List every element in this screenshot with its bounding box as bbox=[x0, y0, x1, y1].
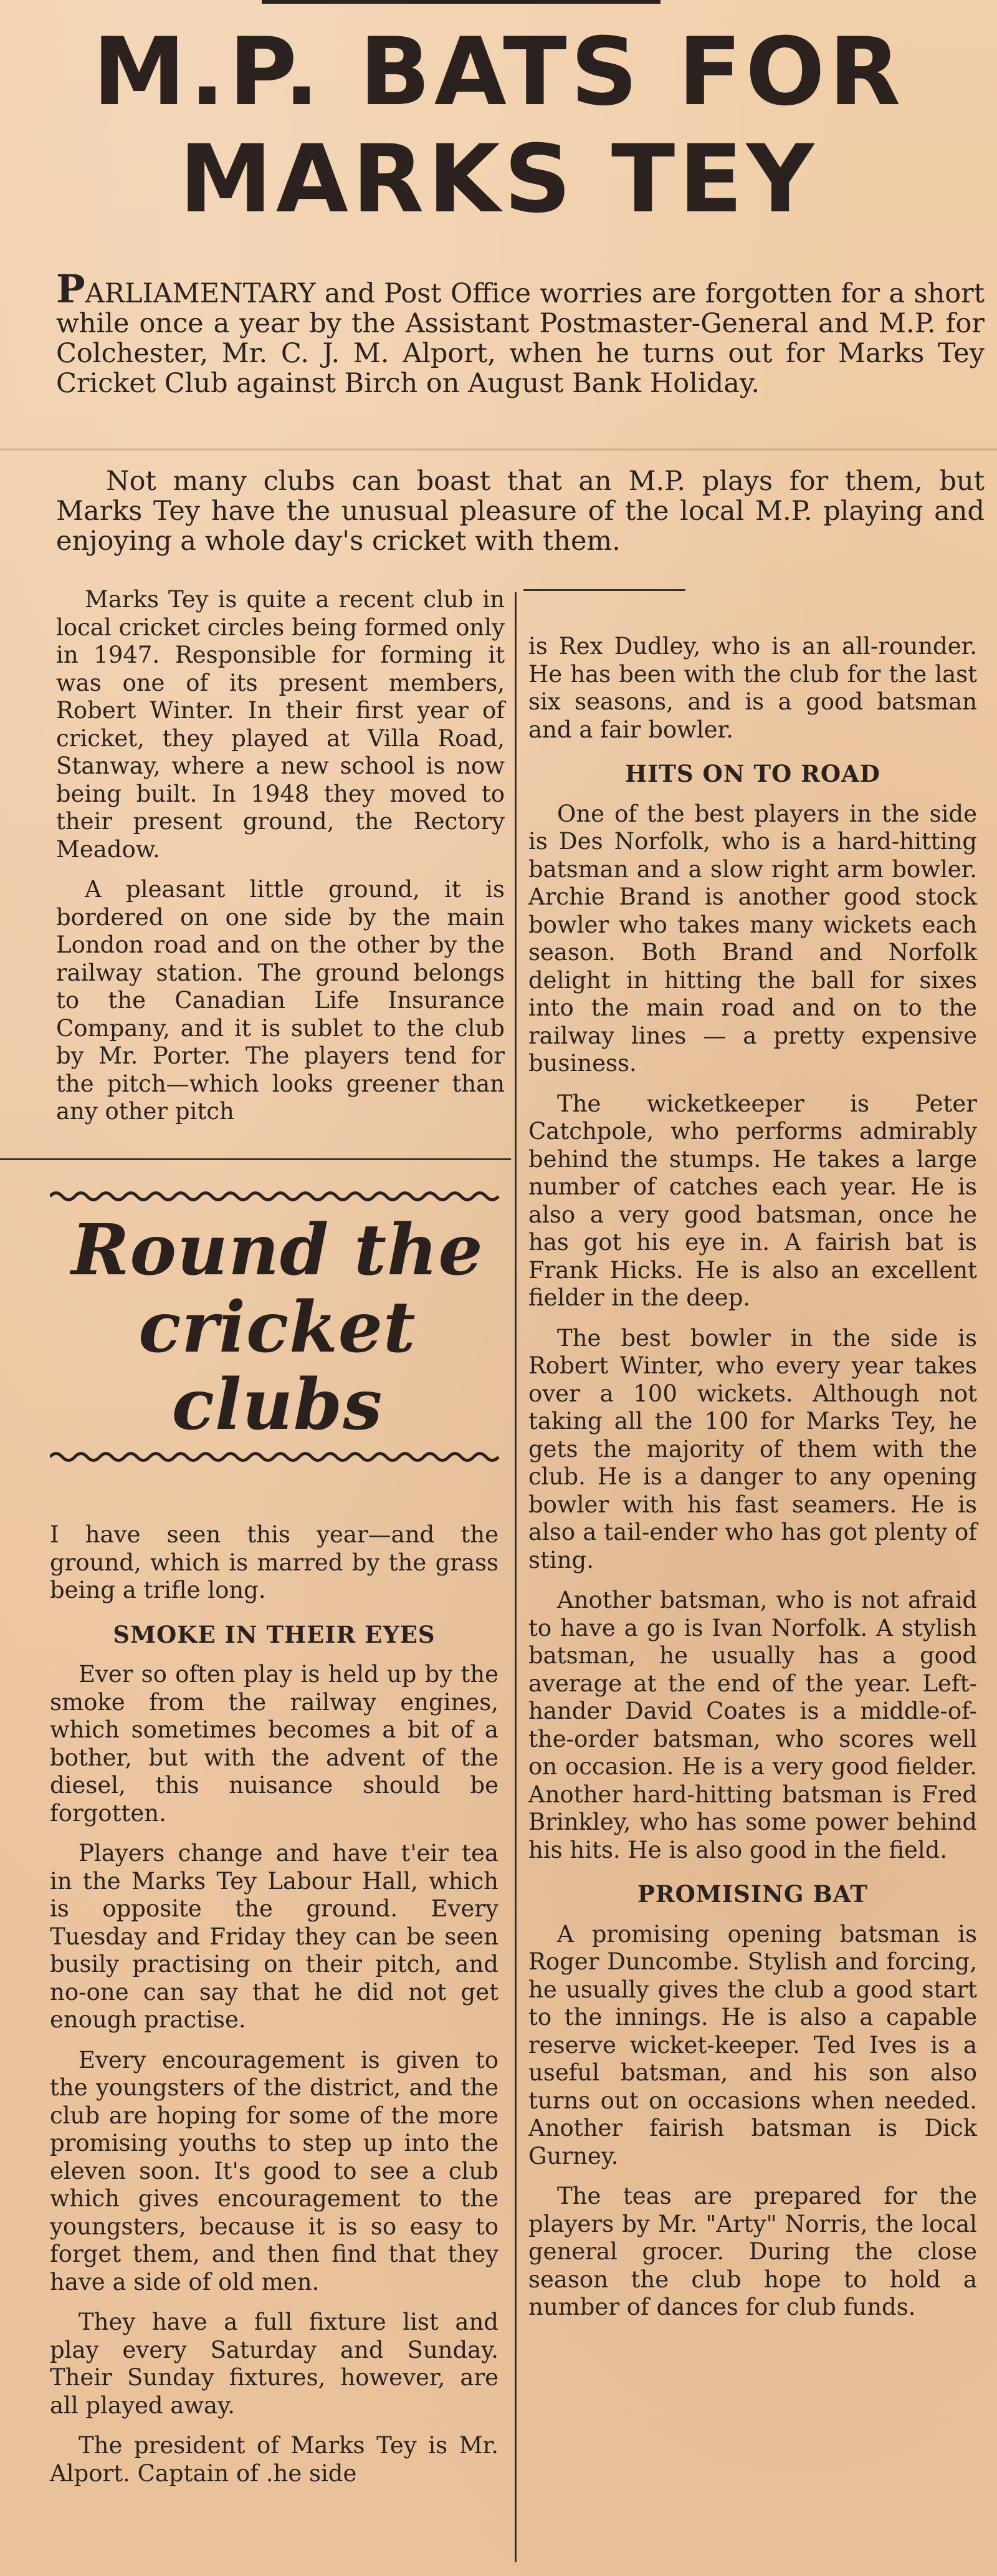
body-paragraph: The teas are prepared for the players by Mr. "Arty" Norris, the local general grocer. During the close season the club hope to hold a number of dances for club funds. bbox=[528, 2183, 977, 2320]
drop-cap: P bbox=[56, 266, 85, 312]
wavy-rule-top bbox=[50, 1189, 505, 1203]
right-column bbox=[528, 633, 977, 2334]
body-paragraph: Every encouragement is given to the youngsters of the district, and the club are hoping for some of the more promising youths to step up into the eleven soon. It's good to see a club which gives encouragement to the youngsters, because it is so easy to forget them, and then find that they have a side of old men. bbox=[50, 2046, 499, 2295]
body-paragraph: The wicketkeeper is Peter Catchpole, who performs admirably behind the stumps. He takes a large number of catches each year. He is also a very good batsman, once he has got his eye in. A fairish bat is Frank Hicks. He is also an excellent fielder in the deep. bbox=[528, 1090, 977, 1311]
body-paragraph: Marks Tey is quite a recent club in local cricket circles being formed only in 1947. Responsible for forming it was one of its present members, Robert Winter. In their first year of cricket, they played at Villa Road, Stanway, where a new school is now being built. In 1948 they moved to their present ground, the Rectory Meadow. bbox=[56, 586, 505, 863]
body-paragraph: A promising opening batsman is Roger Duncombe. Stylish and forcing, he usually gives the club a good start to the innings. He is also a capable reserve wicket-keeper. Ted Ives is a useful batsman, and his son also turns out on occasions when needed. Another fairish batsman is Dick Gurney. bbox=[528, 1920, 977, 2170]
headline-line-2: MARKS TEY bbox=[179, 125, 818, 234]
body-paragraph: Another batsman, who is not afraid to have a go is Ivan Norfolk. A stylish batsman, he usually has a good average at the end of the year. Left-hander David Coates is a middle-of-the-order batsman, who scores well on occasion. He is a very good fielder. Another hard-hitting batsman is Fred Brinkley, who has some power behind his hits. He is also good in the field. bbox=[528, 1587, 977, 1863]
feature-title-line-2: cricket bbox=[138, 1287, 416, 1368]
subhead-promising-bat: PROMISING BAT bbox=[637, 1880, 868, 1908]
intro-paragraph-1 bbox=[56, 266, 985, 399]
intro-text-1: ARLIAMENTARY and Post Office worries are forgotten for a short while once a year by the Assistant Postmaster-General and M.P. for Colchester, Mr. C. J. M. Alport, when he turns out for Marks Tey Cricket Club against Birch on August Bank Holiday. bbox=[56, 278, 985, 399]
wavy-rule-bottom bbox=[50, 1450, 505, 1464]
body-paragraph: They have a full fixture list and play every Saturday and Sunday. Their Sunday fixtures, however, are all played away. bbox=[50, 2309, 499, 2419]
section-rule bbox=[0, 1158, 511, 1160]
column-divider bbox=[515, 592, 517, 2562]
left-column-top bbox=[56, 586, 505, 1138]
headline-line-1: M.P. BATS FOR bbox=[92, 18, 905, 127]
body-paragraph: One of the best players in the side is Des Norfolk, who is a hard-hitting batsman and a slow right arm bowler. Archie Brand is another good stock bowler who takes many wickets each season. Both Brand and Norfolk delight in hitting the ball for sixes into the main road and on to the railway lines — a pretty expensive business. bbox=[528, 800, 977, 1077]
body-paragraph: The best bowler in the side is Robert Winter, who every year takes over a 100 wickets. Although not taking all the 100 for Marks Tey, he gets the majority of them with the club. He is a danger to any opening bowler with his fast seamers. He is also a tail-ender who has got plenty of sting. bbox=[528, 1324, 977, 1574]
subhead-smoke-in-their-eyes: SMOKE IN THEIR EYES bbox=[113, 1620, 436, 1648]
intro-paragraph-2: Not many clubs can boast that an M.P. plays for them, but Marks Tey have the unusual pleasure of the local M.P. playing and enjoying a whole day's cricket with them. bbox=[56, 466, 985, 557]
continued-paragraph: I have seen this year—and the ground, which is marred by the grass being a trifle long. bbox=[50, 1521, 499, 1603]
top-rule bbox=[262, 0, 661, 4]
body-paragraph: The president of Marks Tey is Mr. Alport. Captain of .he side bbox=[50, 2432, 499, 2487]
left-column-bottom bbox=[50, 1521, 499, 2500]
headline bbox=[19, 19, 978, 233]
subhead-hits-on-to-road: HITS ON TO ROAD bbox=[625, 760, 880, 787]
fold-crease bbox=[0, 448, 997, 451]
round-the-cricket-clubs-feature bbox=[50, 1189, 505, 1476]
body-paragraph: Players change and have t'eir tea in the Marks Tey Labour Hall, which is opposite the ground. Every Tuesday and Friday they can be seen busily practising on their pitch, and no-one can say that he did not get enough practise. bbox=[50, 1840, 499, 2033]
continued-paragraph: is Rex Dudley, who is an all-rounder. He has been with the club for the last six seasons, and is a good batsman and a fair bowler. bbox=[528, 633, 977, 743]
feature-title-line-1: Round the bbox=[71, 1209, 484, 1291]
body-paragraph: A pleasant little ground, it is bordered on one side by the main London road and on the other by the railway station. The ground belongs to the Canadian Life Insurance Company, and it is sublet to the club by Mr. Porter. The players tend for the pitch—which looks greener than any other pitch bbox=[56, 876, 505, 1125]
column-top-rule bbox=[523, 589, 685, 591]
body-paragraph: Ever so often play is held up by the smoke from the railway engines, which sometimes becomes a bit of a bother, but with the advent of the diesel, this nuisance should be forgotten. bbox=[50, 1661, 499, 1827]
feature-title-line-3: clubs bbox=[171, 1364, 383, 1446]
